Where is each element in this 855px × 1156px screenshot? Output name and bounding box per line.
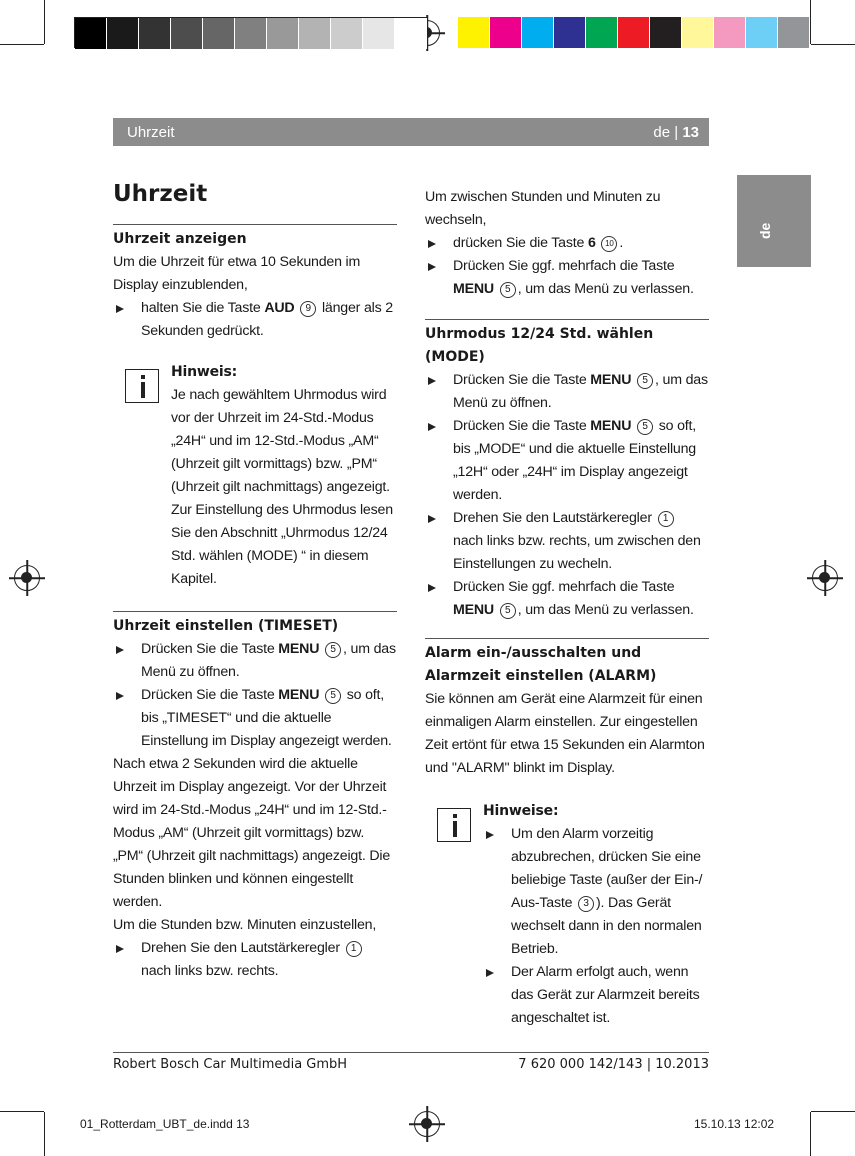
page-title: Uhrzeit: [113, 181, 208, 207]
color-swatch: [554, 17, 586, 48]
key-label: 6: [587, 235, 596, 251]
color-swatch: [331, 18, 363, 49]
list-item: Drücken Sie die Taste MENU 5 so oft, bis „MODE“ und die aktuelle Einstellung „12H“ oder „24H“ im Display angezeigt werden.: [425, 415, 709, 507]
callout-number: 5: [325, 688, 341, 704]
crop-mark: [811, 1111, 855, 1112]
footer-rule: [113, 1052, 709, 1053]
note-heading: Hinweis:: [171, 364, 238, 380]
slug-date: 15.10.13 12:02: [694, 1117, 775, 1131]
list-item: Drücken Sie die Taste MENU 5 , um das Menü zu öffnen.: [113, 638, 397, 684]
left-column: [113, 176, 397, 983]
color-swatch: [490, 17, 522, 48]
slug-filename: 01_Rotterdam_UBT_de.indd 13: [80, 1117, 250, 1131]
key-label: MENU: [278, 687, 320, 703]
header-page: 13: [682, 123, 699, 141]
info-icon: [125, 369, 159, 403]
registration-mark-icon: [14, 565, 40, 591]
list-item: Drücken Sie ggf. mehrfach die Taste MENU 5 , um das Menü zu verlassen.: [425, 576, 709, 622]
info-icon: [437, 808, 471, 842]
color-swatch: [522, 17, 554, 48]
registration-mark-icon: [414, 1111, 440, 1137]
process-color-bar: [458, 17, 810, 48]
color-swatch: [171, 18, 203, 49]
list-item: drücken Sie die Taste 6 10 .: [425, 232, 709, 255]
list-item: Drücken Sie die Taste MENU 5 so oft, bis „TIMESET“ und die aktuelle Einstellung im Display angezeigt werden.: [113, 684, 397, 753]
paragraph: Um zwischen Stunden und Minuten zu wechseln,: [425, 189, 661, 228]
list-item: Drücken Sie die Taste MENU 5 , um das Menü zu öffnen.: [425, 369, 709, 415]
note-box: [113, 361, 397, 591]
key-label: MENU: [453, 602, 494, 618]
registration-mark-icon: [812, 565, 838, 591]
callout-number: 1: [346, 941, 362, 957]
color-swatch: [299, 18, 331, 49]
crop-mark: [44, 1112, 45, 1156]
callout-number: 1: [658, 511, 674, 527]
crop-mark: [810, 1112, 811, 1156]
paragraph: Um die Uhrzeit für etwa 10 Sekunden im Display einzublenden,: [113, 254, 361, 293]
key-label: MENU: [453, 281, 494, 297]
note-box: [425, 800, 709, 1030]
color-swatch: [778, 17, 810, 48]
color-swatch: [746, 17, 778, 48]
color-swatch: [363, 18, 395, 49]
note-heading: Hinweise:: [483, 803, 559, 819]
color-swatch: [650, 17, 682, 48]
color-swatch: [714, 17, 746, 48]
paragraph: Sie können am Gerät eine Alarmzeit für einen einmaligen Alarm einstellen. Zur eingestellen Zeit ertönt für etwa 15 Sekunden ein Alarmton und "ALARM" blinkt im Display.: [425, 691, 705, 776]
section-uhrzeit-anzeigen: [113, 224, 397, 343]
color-swatch: [618, 17, 650, 48]
key-label: MENU: [278, 641, 320, 657]
callout-number: 10: [601, 236, 617, 252]
crop-mark: [0, 1111, 44, 1112]
list-item: Drücken Sie ggf. mehrfach die Taste MENU 5 , um das Menü zu verlassen.: [425, 255, 709, 301]
callout-number: 9: [300, 301, 316, 317]
color-swatch: [458, 17, 490, 48]
footer-company: Robert Bosch Car Multimedia GmbH: [113, 1057, 348, 1072]
section-heading: Alarm ein-/ausschalten und Alarmzeit einstellen (ALARM): [425, 645, 657, 684]
list-item: Drehen Sie den Lautstärkeregler 1 nach links bzw. rechts, um zwischen den Einstellungen zu wecheln.: [425, 507, 709, 576]
section-alarm: [425, 638, 709, 780]
paragraph: Nach etwa 2 Sekunden wird die aktuelle Uhrzeit im Display angezeigt. Vor der Uhrzeit wird im 24-Std.-Modus „24H“ und im 12-Std.-Modus „AM“ (Uhrzeit gilt vormittags) bzw. „PM“ (Uhrzeit gilt nachmittags) angezeigt. Die Stunden blinken und können eingestellt werden.: [113, 756, 391, 910]
section-uhrmodus: [425, 319, 709, 622]
callout-number: 5: [500, 282, 516, 298]
note-text: Je nach gewähltem Uhrmodus wird vor der Uhrzeit im 24-Std.-Modus „24H“ und im 12-Std.-Modus „AM“ (Uhrzeit gilt vormittags) bzw. „PM“ (Uhrzeit gilt nachmittags) angezeigt. Zur Einstellung des Uhrmodus lesen Sie den Abschnitt „Uhrmodus 12/24 Std. wählen (MODE) “ in diesem Kapitel.: [171, 387, 393, 587]
running-header: [113, 118, 709, 146]
color-swatch: [203, 18, 235, 49]
key-label: MENU: [590, 418, 632, 434]
list-item: Der Alarm erfolgt auch, wenn das Gerät zur Alarmzeit bereits angeschaltet ist.: [483, 961, 709, 1030]
page-number: de | 13: [653, 123, 699, 141]
crop-mark: [810, 0, 811, 44]
header-section: Uhrzeit: [127, 123, 175, 141]
right-column: [425, 186, 709, 1050]
callout-number: 3: [578, 896, 594, 912]
footer-docnum: 7 620 000 142/143 | 10.2013: [518, 1057, 709, 1072]
section-heading: Uhrzeit anzeigen: [113, 231, 247, 247]
key-label: AUD: [264, 300, 295, 316]
callout-number: 5: [637, 373, 653, 389]
color-swatch: [267, 18, 299, 49]
color-swatch: [586, 17, 618, 48]
paragraph: Um die Stunden bzw. Minuten einzustellen,: [113, 917, 377, 933]
crop-mark: [0, 44, 44, 45]
language-tab: [737, 175, 811, 267]
list-item: halten Sie die Taste AUD 9 länger als 2 Sekunden gedrückt.: [113, 297, 397, 343]
callout-number: 5: [637, 419, 653, 435]
color-swatch: [235, 18, 267, 49]
color-swatch: [682, 17, 714, 48]
section-uhrzeit-einstellen: [113, 611, 397, 983]
crop-mark: [811, 44, 855, 45]
header-lang: de: [653, 123, 671, 141]
language-tab-label: de: [757, 222, 773, 239]
section-heading: Uhrmodus 12/24 Std. wählen (MODE): [425, 326, 654, 365]
key-label: MENU: [590, 372, 632, 388]
callout-number: 5: [500, 603, 516, 619]
list-item: Drehen Sie den Lautstärkeregler 1 nach links bzw. rechts.: [113, 937, 397, 983]
list-item: Um den Alarm vorzeitig abzubrechen, drücken Sie eine beliebige Taste (außer der Ein-/ Aus-Taste 3 ). Das Gerät wechselt dann in den normalen Betrieb.: [483, 823, 709, 961]
color-swatch: [139, 18, 171, 49]
section-heading: Uhrzeit einstellen (TIMESET): [113, 618, 339, 634]
crop-mark: [44, 0, 45, 44]
color-swatch: [75, 18, 107, 49]
color-swatch: [107, 18, 139, 49]
gray-color-bar: [74, 17, 428, 48]
color-swatch: [395, 18, 427, 49]
callout-number: 5: [325, 642, 341, 658]
